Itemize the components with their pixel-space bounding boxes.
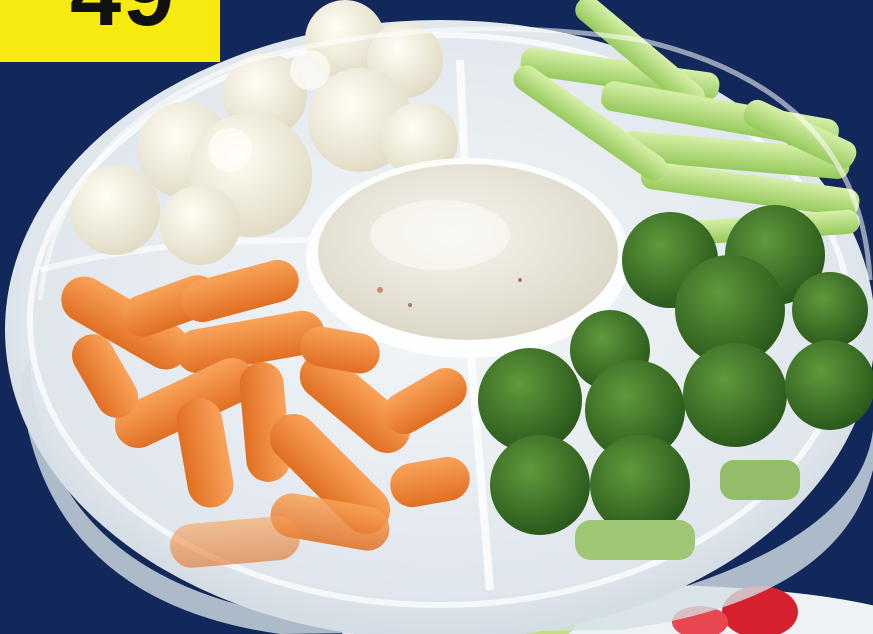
veggie-tray-illustration <box>0 0 873 634</box>
product-photo <box>0 0 873 634</box>
